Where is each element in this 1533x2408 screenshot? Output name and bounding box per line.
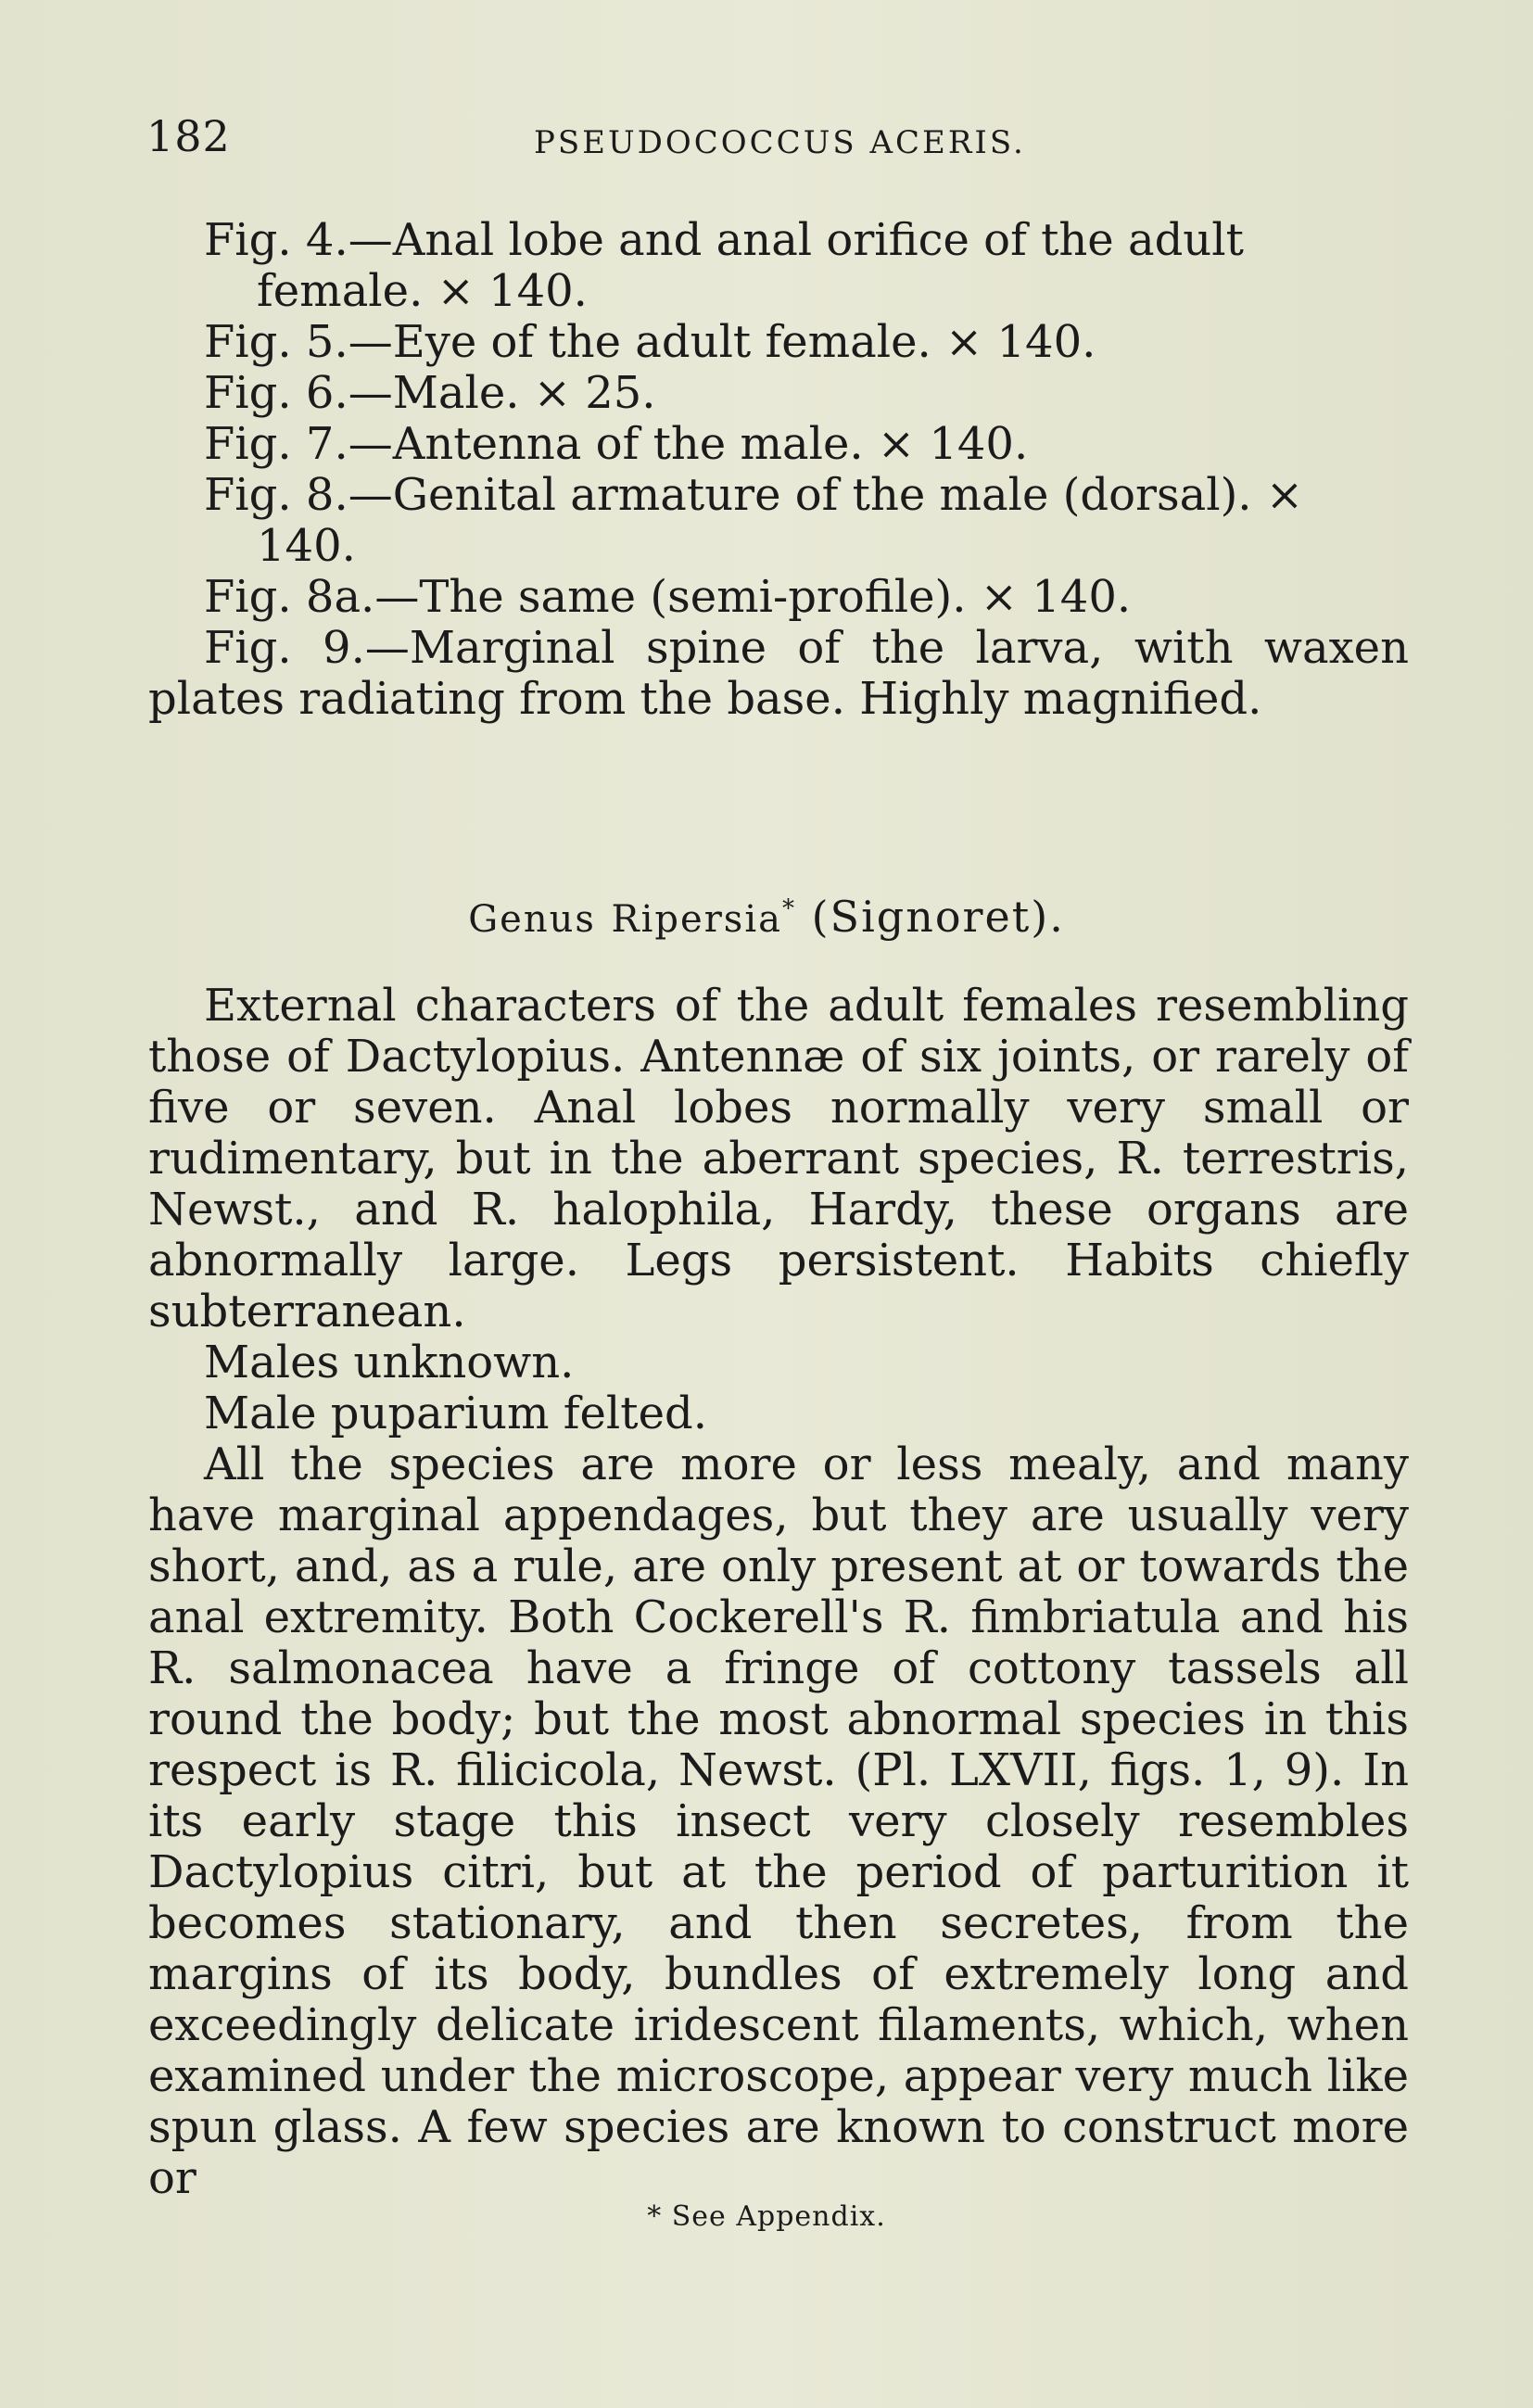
paragraph: External characters of the adult females resembling those of Dactylopius. Antennæ of six joints, or rarely of five or seven. Anal lobes normally very small or rudimentary, but in the aberrant species, R. terrestris, Newst., and R. halophila, Hardy, these organs are abnormally large. Legs persistent. Habits chiefly subterranean. [148, 980, 1409, 1337]
genus-word: Genus [468, 898, 596, 941]
paragraph: Male puparium felted. [204, 1388, 707, 1439]
page-number: 182 [146, 111, 231, 161]
figure-caption: Fig. 6.—Male. × 25. [204, 367, 656, 419]
paragraph: All the species are more or less mealy, and many have marginal appendages, but they are usually very short, and, as a rule, are only present at or towards the anal extremity. Both Cockerell's R. fimbriatula and his R. salmonacea have a fringe of cottony tassels all round the body; but the most abnormal species in this respect is R. filicicola, Newst. (Pl. LXVII, figs. 1, 9). In its early stage this insect very closely resembles Dactylopius citri, but at the period of parturition it becomes stationary, and then secretes, from the margins of its body, bundles of extremely long and exceedingly delicate iridescent filaments, which, when examined under the microscope, appear very much like spun glass. A few species are known to construct more or [148, 1438, 1409, 2204]
footnote-mark: * [781, 894, 796, 923]
figure-caption: Fig. 4.—Anal lobe and anal orifice of the adult female. × 140. [204, 214, 1244, 317]
genus-authority: (Signoret). [811, 892, 1065, 942]
paragraph: Males unknown. [204, 1337, 575, 1388]
genus-name: Ripersia [611, 898, 782, 941]
section-heading [0, 892, 1533, 942]
figure-caption: Fig. 8a.—The same (semi-profile). × 140. [204, 571, 1132, 623]
figure-captions [148, 215, 1409, 725]
figure-caption: Fig. 5.—Eye of the adult female. × 140. [204, 316, 1096, 368]
body-text [148, 981, 1409, 2204]
figure-caption: Fig. 7.—Antenna of the male. × 140. [204, 418, 1029, 470]
figure-caption: Fig. 9.—Marginal spine of the larva, with waxen plates radiating from the base. Highly magnified. [148, 622, 1409, 725]
footnote: * See Appendix. [647, 2200, 886, 2233]
running-title: PSEUDOCOCCUS ACERIS. [534, 124, 1026, 161]
running-head [146, 111, 1413, 167]
figure-caption: Fig. 8.—Genital armature of the male (dorsal). × 140. [204, 469, 1304, 572]
